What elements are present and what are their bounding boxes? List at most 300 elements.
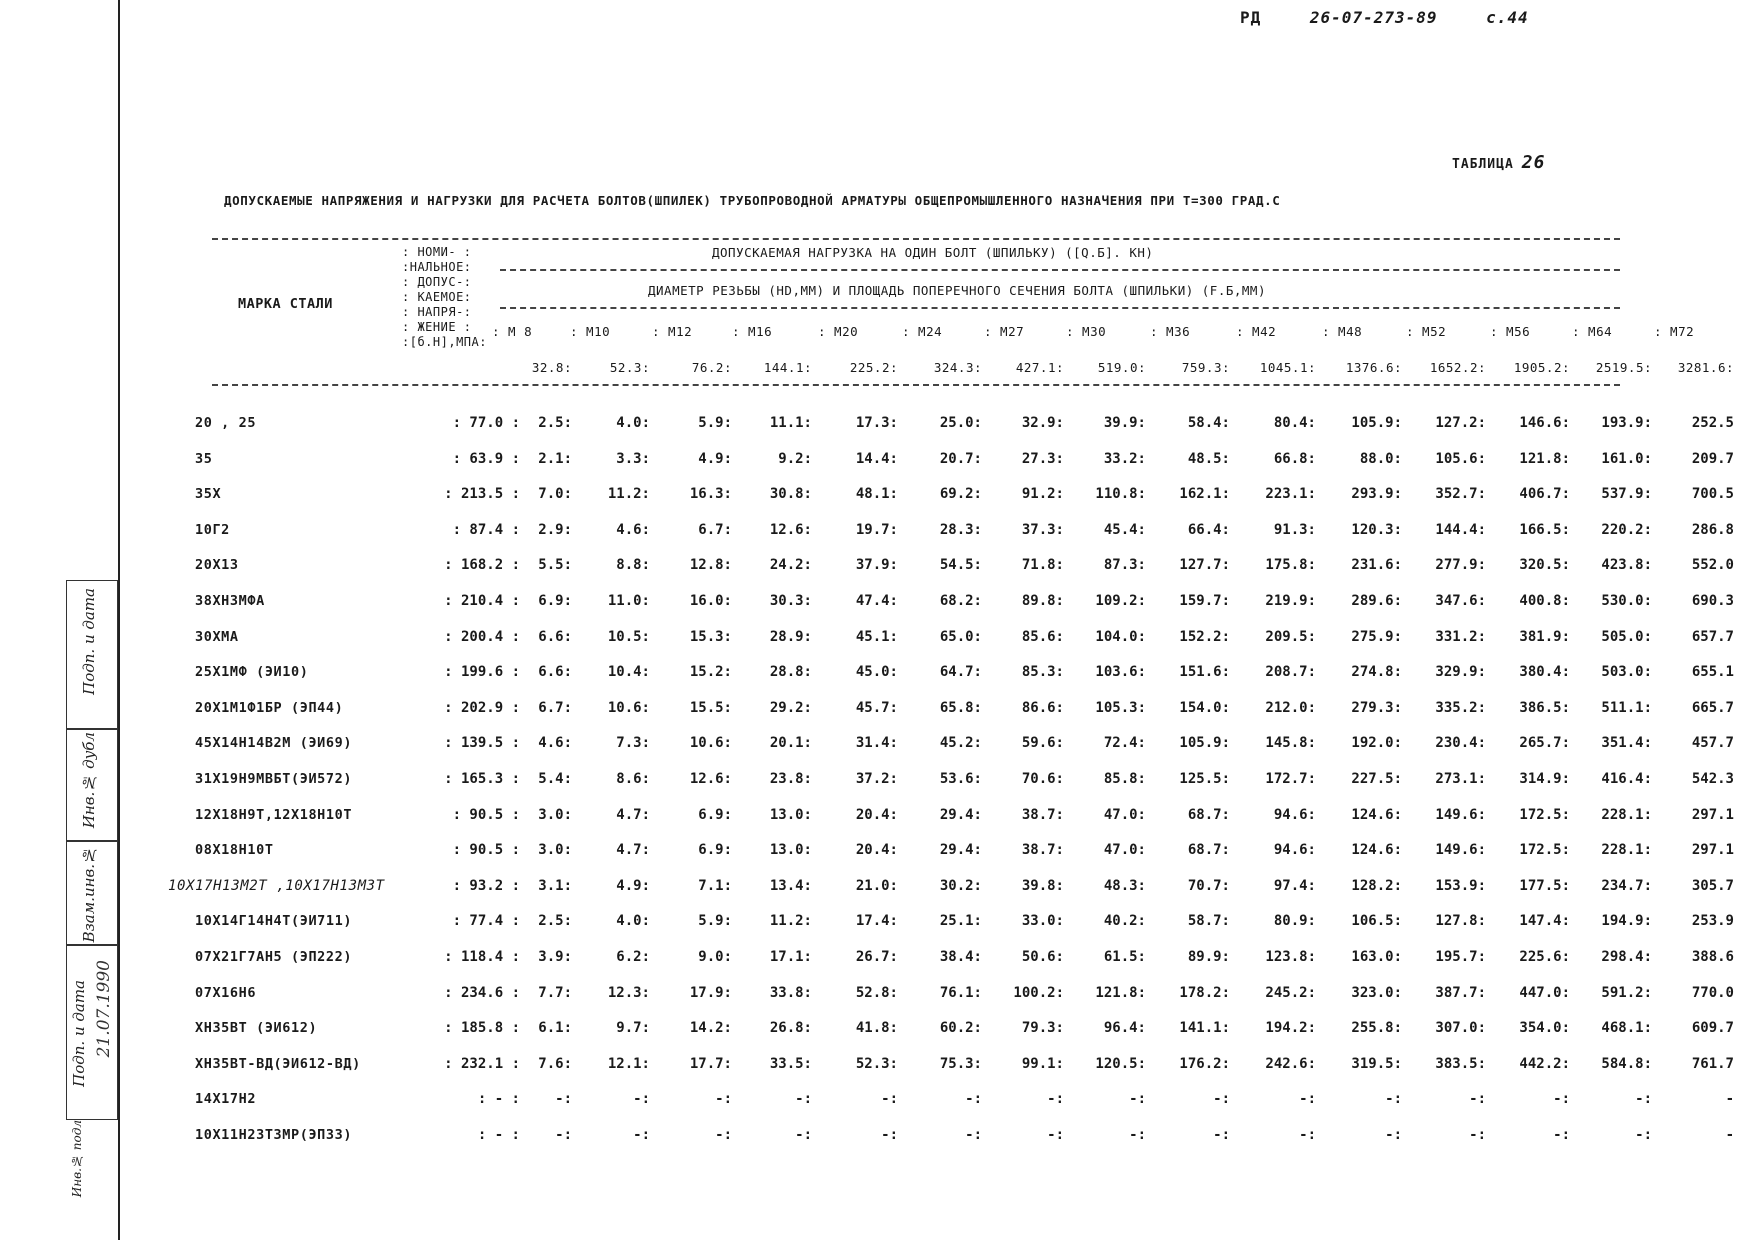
load-value: 127.7:: [1179, 557, 1230, 574]
allowable-stress: : 232.1 :: [444, 1055, 520, 1072]
load-value: 323.0:: [1351, 984, 1402, 1001]
load-value: -:: [1469, 1091, 1486, 1108]
load-value: 298.4:: [1601, 949, 1652, 965]
load-value: 5.5:: [538, 557, 572, 574]
load-value: 166.5:: [1519, 521, 1570, 538]
allowable-stress: : 63.9 :: [452, 450, 520, 467]
load-value: 335.2:: [1435, 699, 1486, 716]
table-number: [1452, 152, 1545, 173]
thread-size-header: : М42: [1236, 324, 1277, 339]
allowable-stress: : 168.2 :: [444, 557, 520, 574]
table-row: [140, 771, 1734, 807]
load-value: 17.3:: [855, 415, 898, 431]
load-value: 230.4:: [1435, 735, 1486, 752]
load-value: 208.7:: [1265, 664, 1316, 681]
load-value: 690.3: [1691, 593, 1734, 609]
load-value: 17.1:: [769, 949, 812, 965]
load-value: 105.9:: [1179, 735, 1230, 752]
load-value: 176.2:: [1179, 1055, 1230, 1072]
load-value: 10.4:: [607, 664, 650, 681]
load-value: 4.9:: [616, 877, 650, 894]
load-value: 209.7: [1691, 450, 1734, 467]
load-value: 591.2:: [1601, 984, 1652, 1001]
steel-grade: 10Х11Н23Т3МР(ЭП33): [195, 1127, 353, 1143]
load-value: 194.2:: [1265, 1020, 1316, 1037]
load-value: 406.7:: [1519, 486, 1570, 503]
load-value: 175.8:: [1265, 557, 1316, 574]
load-value: 225.6:: [1519, 949, 1570, 965]
load-value: 7.1:: [698, 877, 732, 894]
cross-section-area: 144.1:: [763, 360, 812, 375]
load-value: -:: [1129, 1091, 1146, 1108]
load-value: 351.4:: [1601, 735, 1652, 752]
load-value: 20.1:: [769, 735, 812, 752]
table-row: [140, 1020, 1734, 1056]
load-value: 45.1:: [855, 628, 898, 645]
load-value: 770.0: [1691, 984, 1734, 1001]
thread-size-header: : М 8: [492, 324, 533, 339]
load-value: 145.8:: [1265, 735, 1316, 752]
load-value: 242.6:: [1265, 1055, 1316, 1072]
steel-grade: 14Х17Н2: [195, 1091, 257, 1108]
table-row: [140, 806, 1734, 843]
load-value: 146.6:: [1519, 415, 1570, 431]
steel-grade: 35: [195, 450, 213, 467]
load-value: 48.1:: [855, 486, 898, 503]
load-value: 96.4:: [1103, 1020, 1146, 1037]
load-value: 13.0:: [769, 842, 812, 859]
load-value: 58.7:: [1187, 913, 1230, 930]
load-value: 194.9:: [1601, 913, 1652, 930]
load-value: 6.2:: [616, 949, 650, 965]
load-value: 15.5:: [689, 699, 732, 716]
load-value: 17.9:: [689, 984, 732, 1001]
load-value: 68.2:: [939, 593, 982, 609]
allowable-stress: : 202.9 :: [444, 699, 520, 716]
load-value: 54.5:: [939, 557, 982, 574]
steel-grade: 08Х18Н10Т: [195, 842, 274, 859]
load-value: 9.7:: [616, 1020, 650, 1037]
load-value: -:: [1469, 1127, 1486, 1143]
load-value: -:: [1047, 1127, 1064, 1143]
load-value: 4.0:: [616, 415, 650, 431]
load-value: 154.0:: [1179, 699, 1230, 716]
load-value: 52.8:: [855, 984, 898, 1001]
load-value: 103.6:: [1095, 664, 1146, 681]
load-value: 2.5:: [538, 415, 572, 431]
load-value: 37.9:: [855, 557, 898, 574]
steel-grade: 07Х21Г7АН5 (ЭП222): [195, 949, 353, 965]
load-value: 76.1:: [939, 984, 982, 1001]
side-approval-stamp: [66, 580, 120, 1198]
load-value: 286.8: [1691, 521, 1734, 538]
load-value: -:: [1213, 1091, 1230, 1108]
steel-grade: ХН35ВТ (ЭИ612): [195, 1020, 318, 1037]
load-value: -:: [795, 1127, 812, 1143]
stress-header-line: : ЖЕНИЕ :: [402, 320, 472, 334]
load-value: 45.0:: [855, 664, 898, 681]
load-value: 59.6:: [1021, 735, 1064, 752]
stamp-label: Взам.инв.№: [80, 846, 98, 943]
table-row: [140, 877, 1734, 914]
load-value: 159.7:: [1179, 593, 1230, 609]
load-value: 125.5:: [1179, 771, 1230, 787]
load-value: 72.4:: [1103, 735, 1146, 752]
steel-grade: 20Х13: [195, 557, 239, 574]
thread-size-header: : М12: [652, 324, 693, 339]
allowable-stress: : 213.5 :: [444, 486, 520, 503]
load-value: 7.0:: [538, 486, 572, 503]
allowable-stress: : 185.8 :: [444, 1020, 520, 1037]
stamp-label: Инв.№ дубл: [80, 732, 98, 829]
steel-grade: 30ХМА: [195, 628, 239, 645]
load-value: 3.9:: [538, 949, 572, 965]
load-value: 386.5:: [1519, 699, 1570, 716]
load-value: -:: [1635, 1091, 1652, 1108]
cross-section-area: 32.8:: [531, 360, 572, 375]
page-number: с.44: [1486, 8, 1529, 27]
load-value: 40.2:: [1103, 913, 1146, 930]
load-value: 162.1:: [1179, 486, 1230, 503]
load-value: 47.0:: [1103, 842, 1146, 859]
load-value: -:: [1553, 1127, 1570, 1143]
load-value: 12.6:: [689, 771, 732, 787]
load-value: 11.2:: [607, 486, 650, 503]
load-value: 80.9:: [1273, 913, 1316, 930]
load-value: 223.1:: [1265, 486, 1316, 503]
grade-column-header: МАРКА СТАЛИ: [238, 296, 333, 312]
load-value: 86.6:: [1021, 699, 1064, 716]
load-value: 68.7:: [1187, 806, 1230, 823]
allowable-stress: : - :: [477, 1091, 520, 1108]
load-value: 33.5:: [769, 1055, 812, 1072]
load-value: 58.4:: [1187, 415, 1230, 431]
stress-header-line: : ДОПУС-:: [402, 275, 472, 289]
load-value: 4.0:: [616, 913, 650, 930]
load-value: 106.5:: [1351, 913, 1402, 930]
load-value: 530.0:: [1601, 593, 1652, 609]
load-value: 10.6:: [607, 699, 650, 716]
load-value: 307.0:: [1435, 1020, 1486, 1037]
load-value: 3.3:: [616, 450, 650, 467]
load-value: 89.8:: [1021, 593, 1064, 609]
load-value: 4.9:: [698, 450, 732, 467]
load-value: -:: [555, 1127, 572, 1143]
load-value: 6.9:: [698, 842, 732, 859]
table-num: 26: [1521, 152, 1546, 173]
load-value: 152.2:: [1179, 628, 1230, 645]
load-value: 37.2:: [855, 771, 898, 787]
load-value: 30.3:: [769, 593, 812, 609]
load-value: 655.1: [1691, 664, 1734, 681]
load-value: 70.6:: [1021, 771, 1064, 787]
load-value: 144.4:: [1435, 521, 1486, 538]
table-label: ТАБЛИЦА: [1452, 157, 1514, 172]
thread-size-header: : М48: [1322, 324, 1363, 339]
load-value: 13.4:: [769, 877, 812, 894]
load-value: 31.4:: [855, 735, 898, 752]
load-value: 252.5: [1691, 415, 1734, 431]
thread-size-header: : М56: [1490, 324, 1531, 339]
stress-header-line: : НАПРЯ-:: [402, 305, 472, 319]
load-value: 6.6:: [538, 628, 572, 645]
load-value: 6.9:: [538, 593, 572, 609]
allowable-stress: : - :: [477, 1127, 520, 1143]
load-value: 68.7:: [1187, 842, 1230, 859]
load-value: 542.3: [1691, 771, 1734, 787]
steel-grade: 38ХН3МФА: [195, 593, 265, 609]
load-value: 161.0:: [1601, 450, 1652, 467]
doc-code: РД: [1240, 8, 1262, 27]
table-row: [140, 628, 1734, 665]
load-value: 19.7:: [855, 521, 898, 538]
load-value: 7.7:: [538, 984, 572, 1001]
allowable-stress: : 234.6 :: [444, 984, 520, 1001]
load-value: -:: [1299, 1127, 1316, 1143]
load-value: 193.9:: [1601, 415, 1652, 431]
allowable-stress: : 93.2 :: [452, 877, 520, 894]
load-value: 665.7: [1691, 699, 1734, 716]
header-top-rule: [212, 238, 1620, 240]
load-value: 33.8:: [769, 984, 812, 1001]
load-value: 91.3:: [1273, 521, 1316, 538]
thread-size-header: : М24: [902, 324, 943, 339]
load-value: 3.0:: [538, 806, 572, 823]
load-value: 66.8:: [1273, 450, 1316, 467]
steel-grade: 12Х18Н9Т,12Х18Н10Т: [195, 806, 353, 823]
load-value: 45.2:: [939, 735, 982, 752]
load-value: 53.6:: [939, 771, 982, 787]
load-value: 65.0:: [939, 628, 982, 645]
load-value: -:: [795, 1091, 812, 1108]
thread-size-header: : М10: [570, 324, 611, 339]
load-value: 85.6:: [1021, 628, 1064, 645]
table-row: [140, 415, 1734, 451]
load-value: 12.3:: [607, 984, 650, 1001]
load-value: 354.0:: [1519, 1020, 1570, 1037]
load-value: 219.9:: [1265, 593, 1316, 609]
load-value: -:: [881, 1127, 898, 1143]
load-value: 227.5:: [1351, 771, 1402, 787]
load-value: 79.3:: [1021, 1020, 1064, 1037]
cross-section-area: 52.3:: [609, 360, 650, 375]
allowable-stress: : 118.4 :: [444, 949, 520, 965]
load-value: 99.1:: [1021, 1055, 1064, 1072]
load-value: 27.3:: [1021, 450, 1064, 467]
load-value: -:: [555, 1091, 572, 1108]
load-value: 255.8:: [1351, 1020, 1402, 1037]
load-value: 279.3:: [1351, 699, 1402, 716]
load-value: 8.6:: [616, 771, 650, 787]
table-row: [140, 1127, 1734, 1163]
load-value: 47.0:: [1103, 806, 1146, 823]
table-row: [140, 699, 1734, 736]
load-value: 275.9:: [1351, 628, 1402, 645]
table-row: [140, 521, 1734, 558]
load-value: 4.6:: [616, 521, 650, 538]
load-value: 192.0:: [1351, 735, 1402, 752]
thread-size-header: : М72: [1654, 324, 1695, 339]
header-rule-1: [500, 269, 1620, 271]
load-value: 30.2:: [939, 877, 982, 894]
load-value: 297.1: [1691, 842, 1734, 859]
load-value: 2.5:: [538, 913, 572, 930]
load-value: 657.7: [1691, 628, 1734, 645]
load-value: 64.7:: [939, 664, 982, 681]
table-row: [140, 1091, 1734, 1127]
load-value: 151.6:: [1179, 664, 1230, 681]
load-value: 12.1:: [607, 1055, 650, 1072]
load-value: 172.7:: [1265, 771, 1316, 787]
load-value: 149.6:: [1435, 842, 1486, 859]
table-row: [140, 557, 1734, 593]
load-value: 13.0:: [769, 806, 812, 823]
load-value: 447.0:: [1519, 984, 1570, 1001]
load-value: 47.4:: [855, 593, 898, 609]
load-value: 45.7:: [855, 699, 898, 716]
load-value: -:: [1047, 1091, 1064, 1108]
load-value: 177.5:: [1519, 877, 1570, 894]
steel-grade: 10Х17Н13М2Т ,10Х17Н13М3Т: [168, 877, 385, 894]
load-value: 121.8:: [1519, 450, 1570, 467]
table-row: [140, 486, 1734, 522]
load-value: 293.9:: [1351, 486, 1402, 503]
table-row: [140, 593, 1734, 629]
table-row: [140, 949, 1734, 985]
load-value: 347.6:: [1435, 593, 1486, 609]
load-value: 220.2:: [1601, 521, 1652, 538]
load-value: 12.8:: [689, 557, 732, 574]
load-value: 4.6:: [538, 735, 572, 752]
steel-grade: 10Х14Г14Н4Т(ЭИ711): [195, 913, 353, 930]
load-value: 9.2:: [778, 450, 812, 467]
load-value: -:: [1385, 1091, 1402, 1108]
load-value: 7.3:: [616, 735, 650, 752]
load-value: 245.2:: [1265, 984, 1316, 1001]
steel-grade: 31Х19Н9МВБТ(ЭИ572): [195, 771, 353, 787]
table-row: [140, 842, 1734, 878]
load-value: 105.3:: [1095, 699, 1146, 716]
load-value: -:: [965, 1127, 982, 1143]
load-value: 11.1:: [769, 415, 812, 431]
load-value: 17.7:: [689, 1055, 732, 1072]
load-value: 127.2:: [1435, 415, 1486, 431]
load-value: 609.7: [1691, 1020, 1734, 1037]
cross-section-area: 225.2:: [849, 360, 898, 375]
load-value: 3.0:: [538, 842, 572, 859]
load-value: 277.9:: [1435, 557, 1486, 574]
load-value: -:: [1129, 1127, 1146, 1143]
load-value: 38.7:: [1021, 842, 1064, 859]
load-value: 105.9:: [1351, 415, 1402, 431]
load-value: 6.9:: [698, 806, 732, 823]
load-value: 52.3:: [855, 1055, 898, 1072]
load-value: 3.1:: [538, 877, 572, 894]
load-value: -:: [881, 1091, 898, 1108]
table-row: [140, 450, 1734, 487]
cross-section-area: 519.0:: [1097, 360, 1146, 375]
steel-grade: 25Х1МФ (ЭИ10): [195, 664, 309, 681]
load-value: 29.4:: [939, 842, 982, 859]
load-value: 552.0: [1691, 557, 1734, 574]
load-value: 15.3:: [689, 628, 732, 645]
load-value: 50.6:: [1021, 949, 1064, 965]
load-value: 537.9:: [1601, 486, 1652, 503]
load-value: -:: [715, 1091, 732, 1108]
load-value: 274.8:: [1351, 664, 1402, 681]
cross-section-area: 76.2:: [691, 360, 732, 375]
load-value: 91.2:: [1021, 486, 1064, 503]
load-value: 11.0:: [607, 593, 650, 609]
load-value: 5.9:: [698, 415, 732, 431]
load-value: 505.0:: [1601, 628, 1652, 645]
load-value: 314.9:: [1519, 771, 1570, 787]
header-bottom-rule: [212, 384, 1620, 386]
load-value: 423.8:: [1601, 557, 1652, 574]
thread-size-header: : М64: [1572, 324, 1613, 339]
load-value: 100.2:: [1013, 984, 1064, 1001]
load-value: 20.4:: [855, 842, 898, 859]
load-value: 141.1:: [1179, 1020, 1230, 1037]
cross-section-area: 1905.2:: [1513, 360, 1570, 375]
load-value: 11.2:: [769, 913, 812, 930]
page-title: ДОПУСКАЕМЫЕ НАПРЯЖЕНИЯ И НАГРУЗКИ ДЛЯ РАСЧЕТА БОЛТОВ(ШПИЛЕК) ТРУБОПРОВОДНОЙ АРМАТУРЫ ОБЩЕПРОМЫШЛЕННОГО НАЗНАЧЕНИЯ ПРИ Т=300 ГРАД.С: [224, 193, 1281, 208]
load-value: 123.8:: [1265, 949, 1316, 965]
load-value: 388.6: [1691, 949, 1734, 965]
allowable-stress: : 77.4 :: [452, 913, 520, 930]
load-value: -: [1725, 1127, 1734, 1143]
allowable-stress: : 210.4 :: [444, 593, 520, 609]
load-value: 4.7:: [616, 806, 650, 823]
load-value: 228.1:: [1601, 806, 1652, 823]
load-value: 65.8:: [939, 699, 982, 716]
load-value: 6.7:: [538, 699, 572, 716]
cross-section-area: 1376.6:: [1345, 360, 1402, 375]
load-value: 400.8:: [1519, 593, 1570, 609]
load-value: 61.5:: [1103, 949, 1146, 965]
load-value: 30.8:: [769, 486, 812, 503]
load-value: 32.9:: [1021, 415, 1064, 431]
load-value: 87.3:: [1103, 557, 1146, 574]
stamp-label: Подп. и дата: [70, 980, 88, 1087]
load-value: 28.9:: [769, 628, 812, 645]
steel-grade: 10Г2: [195, 521, 230, 538]
load-value: 352.7:: [1435, 486, 1486, 503]
table-row: [140, 664, 1734, 700]
load-value: 10.5:: [607, 628, 650, 645]
load-value: 6.6:: [538, 664, 572, 681]
load-value: 387.7:: [1435, 984, 1486, 1001]
load-value: 10.6:: [689, 735, 732, 752]
allowable-stress: : 165.3 :: [444, 771, 520, 787]
load-value: 761.7: [1691, 1055, 1734, 1072]
steel-grade: 35Х: [195, 486, 222, 503]
load-value: 319.5:: [1351, 1055, 1402, 1072]
load-value: 48.5:: [1187, 450, 1230, 467]
load-value: 45.4:: [1103, 521, 1146, 538]
thread-size-header: : М30: [1066, 324, 1107, 339]
thread-size-header: : М27: [984, 324, 1025, 339]
load-value: 289.6:: [1351, 593, 1402, 609]
load-value: 253.9: [1691, 913, 1734, 930]
load-value: 14.4:: [855, 450, 898, 467]
load-value: 329.9:: [1435, 664, 1486, 681]
stress-header-line: : НОМИ- :: [402, 245, 472, 259]
stamp-date: 21.07.1990: [94, 960, 114, 1058]
load-value: 71.8:: [1021, 557, 1064, 574]
load-value: 172.5:: [1519, 806, 1570, 823]
thread-size-header: : М36: [1150, 324, 1191, 339]
